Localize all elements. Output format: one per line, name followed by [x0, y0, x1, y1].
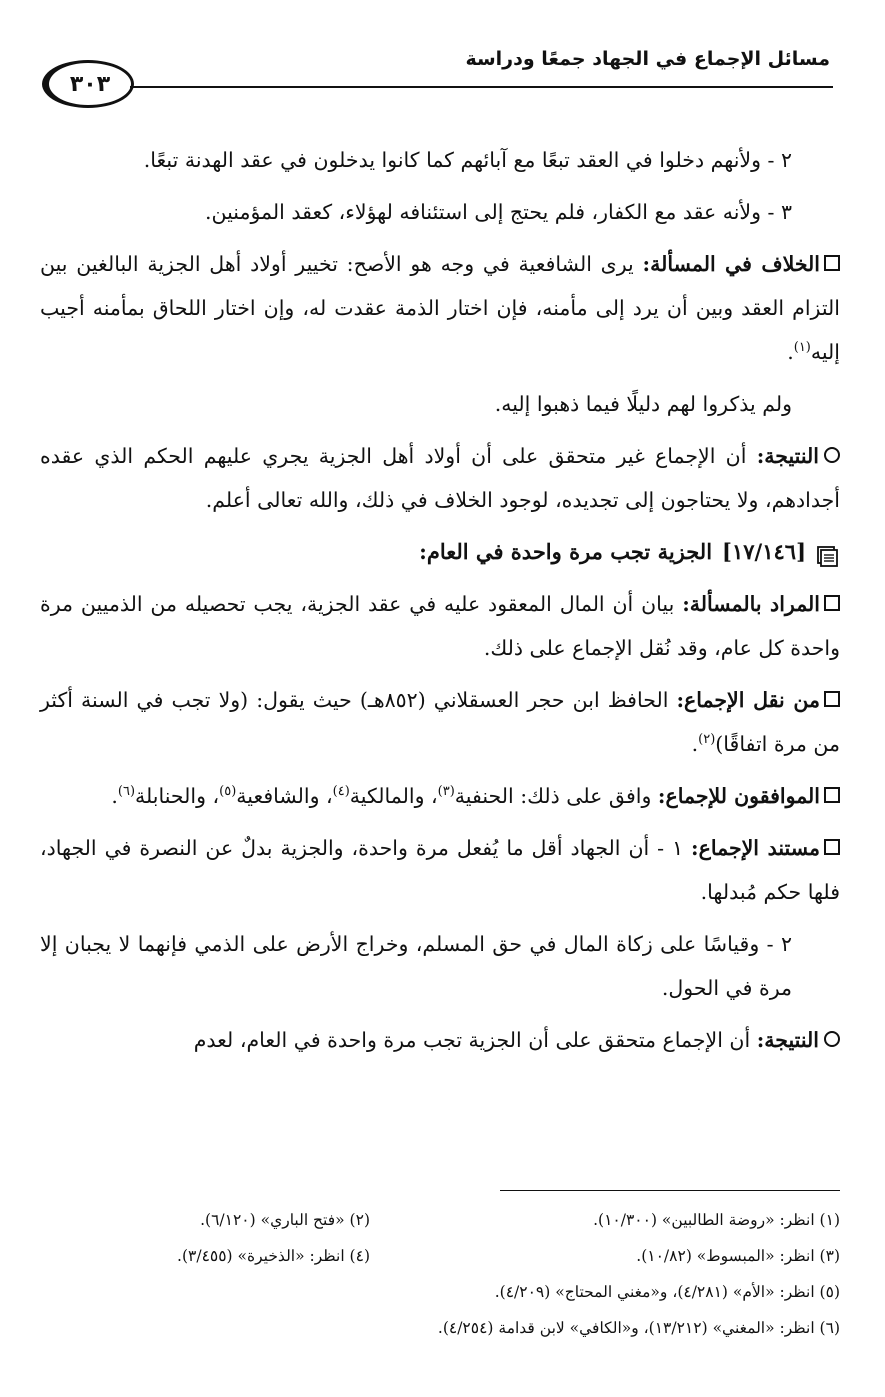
paragraph-label: من نقل الإجماع:: [676, 688, 820, 712]
paragraph-no-evidence: ولم يذكروا لهم دليلًا فيما ذهبوا إليه.: [494, 392, 792, 416]
main-text: [40, 138, 840, 1070]
paragraph-result-1: [40, 434, 840, 522]
page-number: [42, 60, 134, 108]
footnote-4: (٤) انظر: «الذخيرة» (٣/٤٥٥).: [177, 1247, 370, 1265]
paragraph-consensus-basis: [40, 826, 840, 914]
paragraph-body: ، والحنابلة: [135, 784, 220, 808]
paragraph-body: الحافظ ابن حجر العسقلاني (٨٥٢هـ) حيث يقول: (ولا تجب في السنة أكثر من مرة اتفاقًا): [40, 688, 840, 756]
paragraph-disagreement: [40, 242, 840, 374]
section-title: الجزية تجب مرة واحدة في العام:: [419, 539, 713, 564]
book-stack-icon: [816, 540, 840, 564]
paragraph-end: .: [787, 340, 794, 364]
paragraph-end: .: [111, 784, 118, 808]
footnote-ref: (٦): [117, 784, 136, 800]
paragraph-body: ١ - أن الجهاد أقل ما يُفعل مرة واحدة، والجزية بدلٌ عن النصرة في الجهاد، فلها حكم مُبدلها.: [40, 836, 840, 904]
square-bullet-icon: [824, 839, 840, 855]
footnote-ref: (٤): [332, 784, 350, 800]
paragraph-intended-meaning: [40, 582, 840, 670]
footnotes: [40, 1202, 840, 1346]
square-bullet-icon: [824, 255, 840, 271]
footnote-ref: (٢): [698, 732, 716, 748]
paragraph-body: أن الإجماع متحقق على أن الجزية تجب مرة واحدة في العام، لعدم: [193, 1028, 751, 1052]
footnote-ref: (٣): [437, 784, 455, 800]
paragraph-proof-3: ٣ - ولأنه عقد مع الكفار، فلم يحتج إلى استئنافه لهؤلاء، كعقد المؤمنين.: [204, 200, 792, 224]
square-bullet-icon: [824, 787, 840, 803]
square-bullet-icon: [824, 691, 840, 707]
circle-bullet-icon: [824, 447, 840, 463]
footnote-row: [40, 1310, 840, 1346]
circle-bullet-icon: [824, 1031, 840, 1047]
footnote-ref: (١): [793, 340, 811, 356]
paragraph-label: النتيجة:: [756, 1028, 819, 1052]
square-bullet-icon: [824, 595, 840, 611]
footnote-rule: [500, 1190, 840, 1191]
footnote-6: (٦) انظر: «المغني» (١٣/٢١٢)، و«الكافي» لابن قدامة (٤/٢٥٤).: [437, 1319, 840, 1337]
paragraph-label: مستند الإجماع:: [691, 836, 820, 860]
paragraph-result-2: [40, 1018, 840, 1062]
footnote-3: (٣) انظر: «المبسوط» (١٠/٨٢).: [636, 1247, 840, 1265]
paragraph-body: بيان أن المال المعقود عليه في عقد الجزية، يجب تحصيله من الذميين مرة واحدة كل عام، وقد نُقل الإجماع على ذلك.: [40, 592, 840, 660]
paragraph-consensus-transmitter: [40, 678, 840, 766]
footnote-1: (١) انظر: «روضة الطالبين» (١٠/٣٠٠).: [593, 1211, 840, 1229]
footnote-row: [40, 1202, 840, 1238]
paragraph-label: الموافقون للإجماع:: [657, 784, 820, 808]
page-number-text: ٣٠٣: [69, 71, 111, 97]
paragraph-body: وافق على ذلك: الحنفية: [454, 784, 652, 808]
paragraph-end: .: [691, 732, 699, 756]
paragraph-proof-2: ٢ - ولأنهم دخلوا في العقد تبعًا مع آبائهم كما كانوا يدخلون في عقد الهدنة تبعًا.: [143, 148, 792, 172]
paragraph-label: المراد بالمسألة:: [682, 592, 820, 616]
paragraph-body: يرى الشافعية في وجه هو الأصح: تخيير أولاد أهل الجزية البالغين بين التزام العقد وبين أن يرد إلى مأمنه، فإن اختار الذمة عقدت له، وإن اختار اللحاق بمأمنه أجيب إليه: [40, 252, 840, 364]
paragraph-label: الخلاف في المسألة:: [642, 252, 820, 276]
footnote-row: [40, 1238, 840, 1274]
paragraph-analogy: ٢ - وقياسًا على زكاة المال في حق المسلم، وخراج الأرض على الذمي فإنهما لا يجبان إلا مرة في الحول.: [40, 932, 792, 1000]
header-rule: [130, 86, 833, 88]
section-number: [١٧/١٤٦]: [722, 539, 806, 564]
section-heading: [40, 530, 840, 574]
paragraph-body: أن الإجماع غير متحقق على أن أولاد أهل الجزية يجري عليهم الحكم الذي عقده أجدادهم، ولا يحتاجون إلى تجديده، لوجود الخلاف في ذلك، والله تعالى أعلم.: [40, 444, 840, 512]
footnote-5: (٥) انظر: «الأم» (٤/٢٨١)، و«مغني المحتاج» (٤/٢٠٩).: [494, 1283, 840, 1301]
paragraph-body: ، والمالكية: [349, 784, 438, 808]
paragraph-label: النتيجة:: [756, 444, 819, 468]
paragraph-agreeing-schools: [40, 774, 840, 818]
running-header-title: مسائل الإجماع في الجهاد جمعًا ودراسة: [465, 48, 830, 70]
footnote-2: (٢) «فتح الباري» (٦/١٢٠).: [200, 1211, 370, 1229]
footnote-row: [40, 1274, 840, 1310]
footnote-ref: (٥): [219, 784, 237, 800]
paragraph-body: ، والشافعية: [236, 784, 333, 808]
